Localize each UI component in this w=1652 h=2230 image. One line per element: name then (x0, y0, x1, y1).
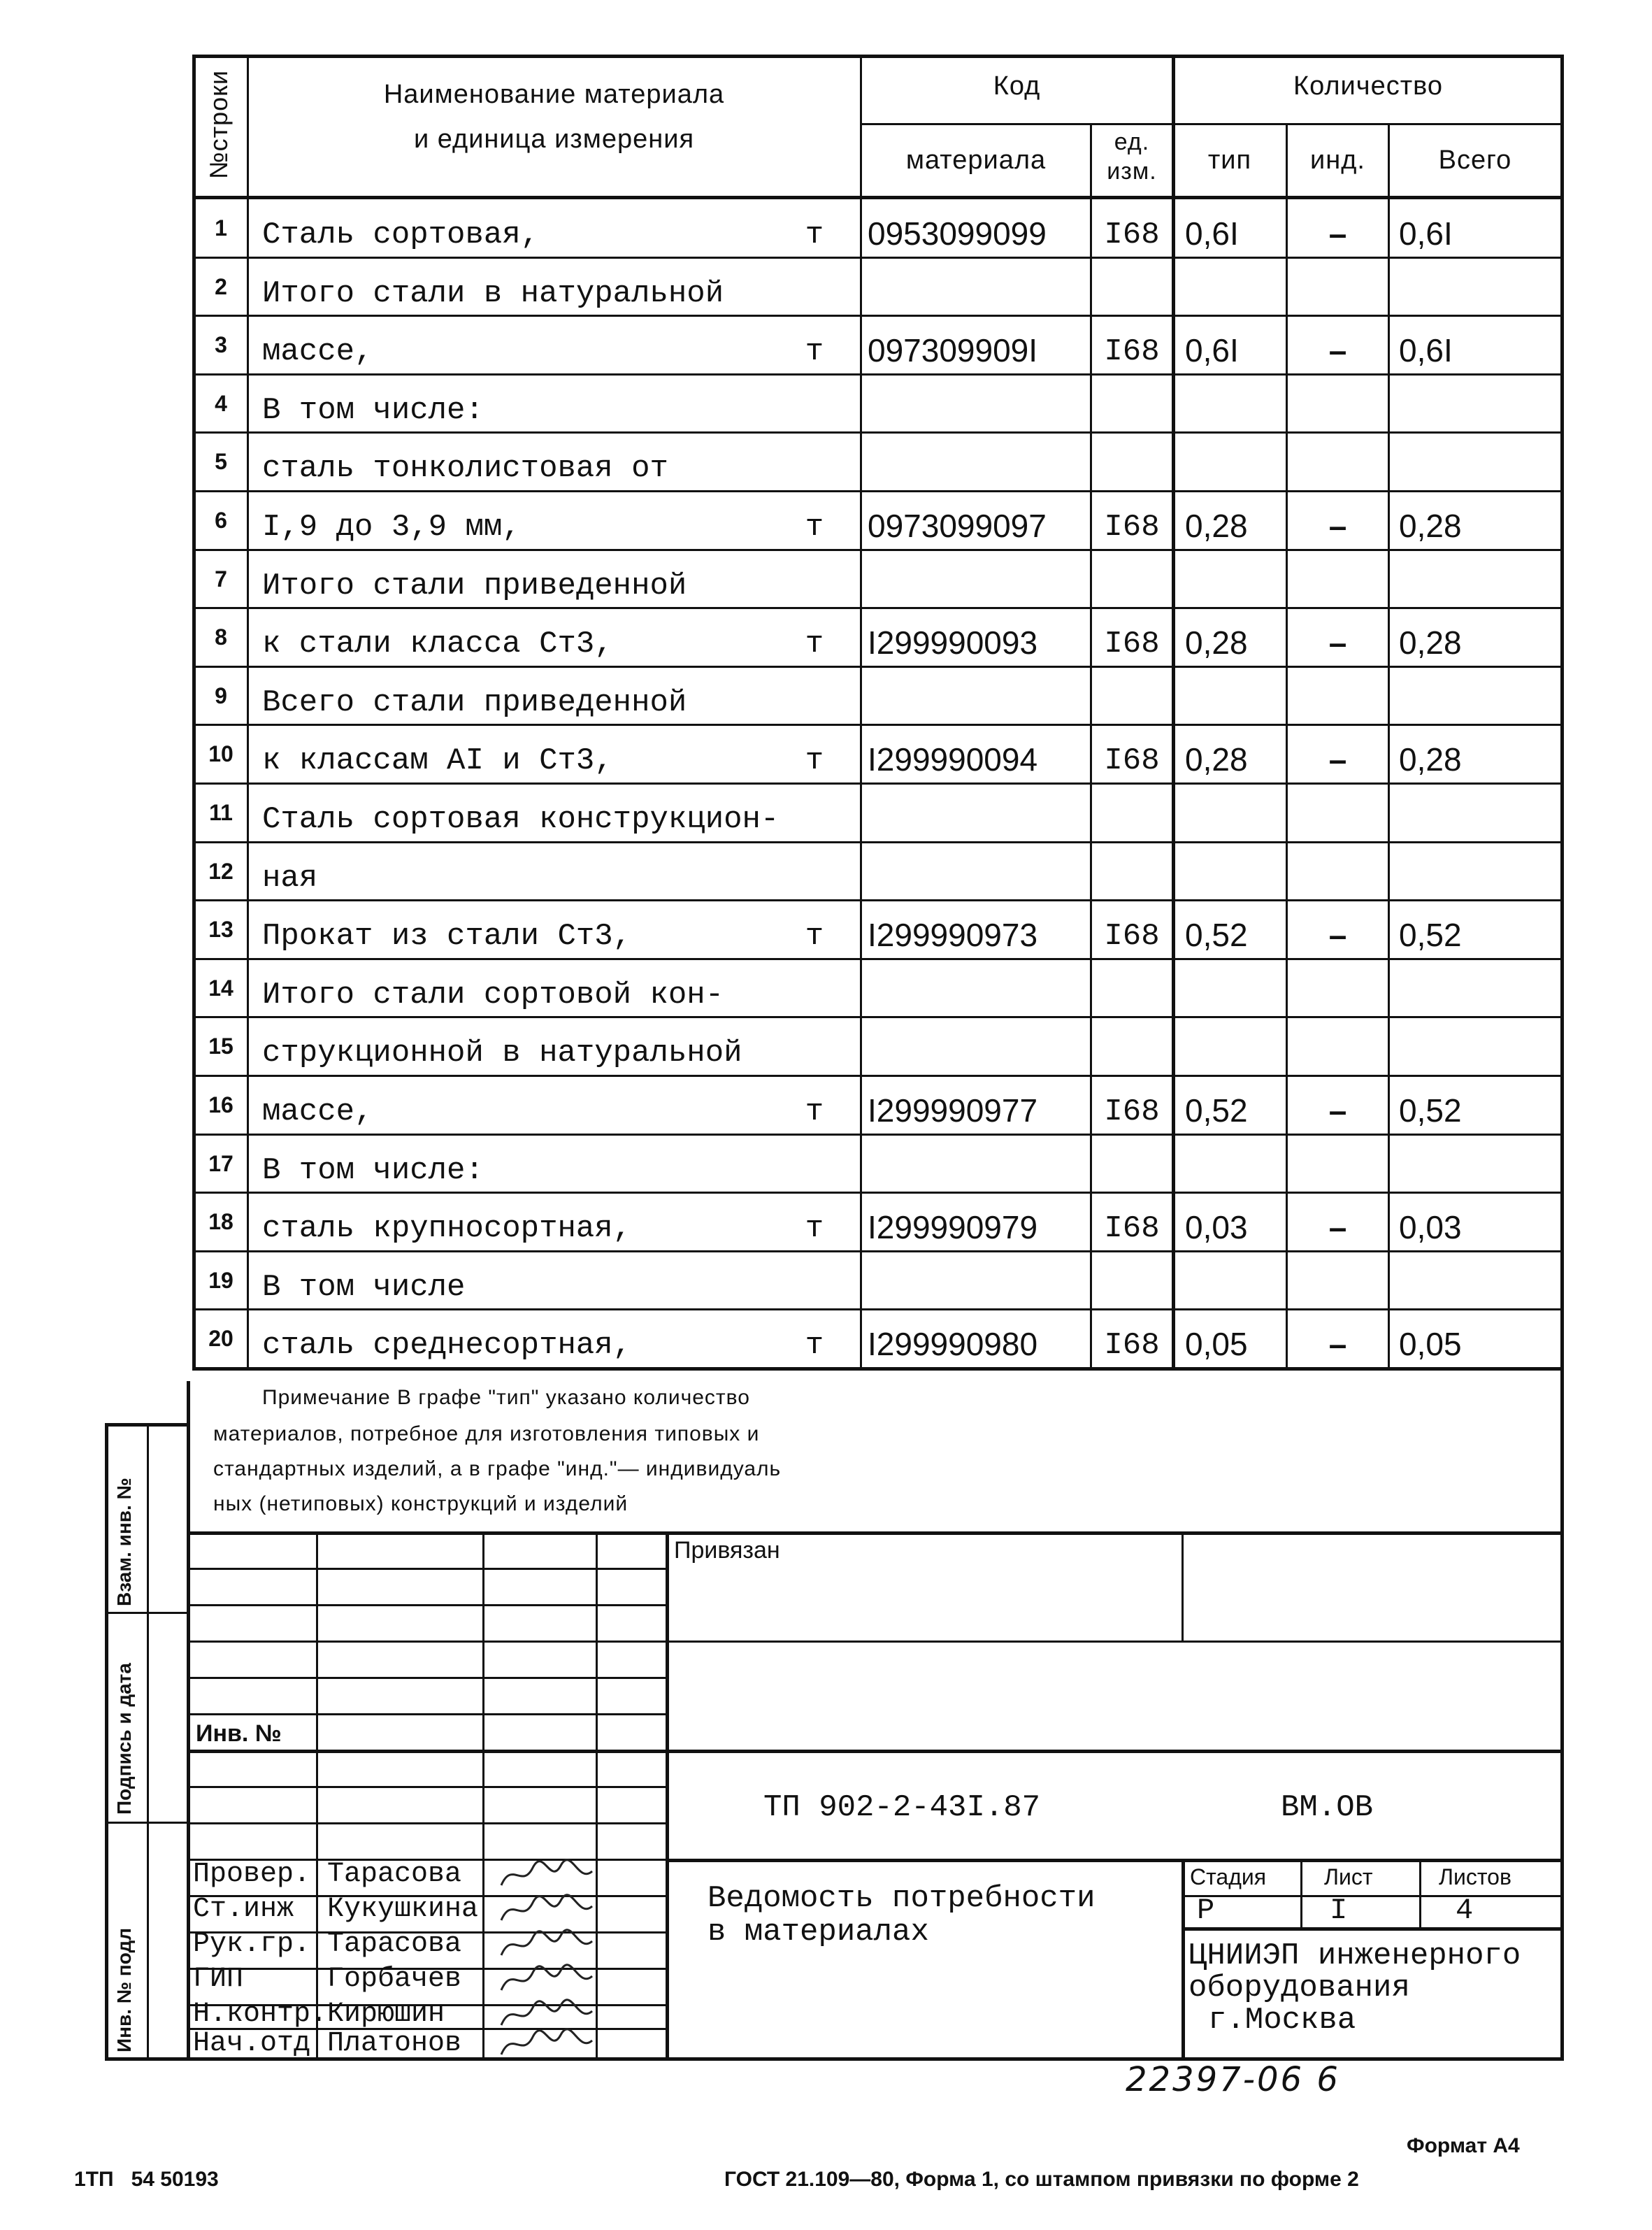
stamp-stage-bottom (1181, 1927, 1564, 1931)
side-strip-sep2 (105, 1822, 190, 1824)
material-code: I299990093 (868, 624, 1038, 661)
material-name: к классам AI и Ст3, (262, 743, 613, 778)
header-row-number: №строки (204, 70, 233, 180)
row-number: 4 (215, 391, 227, 416)
stamp-col3 (596, 1531, 598, 2061)
material-code: I299990977 (868, 1092, 1038, 1129)
stamp-row-5 (190, 1713, 666, 1715)
table-row (192, 549, 1564, 608)
handwritten-number: 22397-06 6 (1126, 2060, 1340, 2099)
left-code: 1ТП 54 50193 (74, 2168, 219, 2191)
format-label: Формат А4 (1407, 2134, 1520, 2157)
table-row (192, 198, 1564, 257)
header-name-line1: Наименование материала (383, 80, 725, 109)
table-border-top (192, 55, 1564, 58)
table-row (192, 373, 1564, 432)
signer-name: Тарасова (327, 1929, 462, 1960)
qty-ind: – (1328, 332, 1347, 369)
stamp-row-8 (190, 1822, 666, 1824)
signer-role: Провер. (193, 1859, 311, 1890)
signer-role: Ст.инж (193, 1894, 294, 1925)
material-code: 0973099097 (868, 508, 1047, 544)
side-strip (105, 1423, 190, 2061)
signer-name: Кирюшин (327, 1999, 445, 2030)
signer-role: ГИП (193, 1964, 244, 1995)
row-number: 15 (208, 1034, 234, 1059)
unit-code: I68 (1104, 627, 1160, 662)
stamp-sheet-divider (1300, 1859, 1302, 1929)
qty-total: 0,6I (1399, 215, 1453, 252)
stamp-privyazan-label: Привязан (674, 1537, 780, 1564)
signer-name: Тарасова (327, 1859, 462, 1890)
note-line-2: материалов, потребное для изготовления типовых и (213, 1422, 760, 1445)
row-number: 14 (208, 975, 234, 1001)
header-name-line2: и единица измерения (413, 124, 695, 154)
stamp-org-line2: оборудования (1188, 1971, 1410, 2006)
qty-ind: – (1328, 624, 1347, 661)
qty-type: 0,52 (1185, 917, 1248, 953)
signer-name: Горбачев (327, 1964, 462, 1995)
table-row (192, 257, 1564, 315)
side-strip-mid (147, 1423, 149, 2061)
row-number: 17 (208, 1151, 234, 1176)
signature-scribble (498, 1927, 596, 1964)
row-number: 13 (208, 917, 234, 942)
material-name: массе, (262, 1094, 373, 1129)
material-name: Сталь сортовая конструкцион- (262, 802, 780, 837)
table-row (192, 1192, 1564, 1250)
stamp-code-bottom (666, 1859, 1564, 1862)
note-border-right (1560, 1371, 1564, 1533)
qty-ind: – (1328, 215, 1347, 252)
stamp-col1 (316, 1531, 318, 2061)
side-label-vzam: Взам. инв. № (113, 1478, 135, 1606)
stamp-sheet-value: I (1330, 1894, 1348, 1927)
header-mid-line (860, 123, 1564, 125)
material-name: сталь тонколистовая от (262, 451, 668, 486)
material-name: сталь крупносортная, (262, 1211, 632, 1246)
qty-total: 0,03 (1399, 1209, 1462, 1245)
material-code: I299990979 (868, 1209, 1038, 1245)
qty-type: 0,28 (1185, 741, 1248, 778)
signer-role: Рук.гр. (193, 1929, 311, 1960)
material-name: Всего стали приведенной (262, 685, 687, 720)
qty-type: 0,28 (1185, 624, 1248, 661)
note-block (192, 1371, 1564, 1533)
material-name: ная (262, 861, 318, 896)
stamp-sheets-divider (1419, 1859, 1421, 1929)
material-name: Итого стали в натуральной (262, 276, 724, 311)
table-row (192, 1250, 1564, 1309)
qty-ind: – (1328, 508, 1347, 544)
unit-of-measure: т (805, 919, 824, 954)
stamp-doc-mark: ВМ.ОВ (1281, 1790, 1374, 1825)
qty-type: 0,05 (1185, 1326, 1248, 1362)
row-number: 2 (215, 274, 227, 299)
material-name: к стали класса Ст3, (262, 627, 613, 662)
row-number: 9 (215, 683, 227, 708)
table-row (192, 490, 1564, 549)
signature-scribble (498, 1857, 596, 1894)
stamp-title-line1: Ведомость потребности (708, 1881, 1096, 1916)
header-total: Всего (1438, 145, 1512, 175)
material-name: струкционной в натуральной (262, 1036, 742, 1071)
side-strip-left (105, 1423, 108, 2061)
row-number: 19 (208, 1268, 234, 1293)
unit-code: I68 (1104, 1211, 1160, 1246)
signer-name: Платонов (327, 2028, 462, 2059)
stamp-row-4 (190, 1677, 666, 1679)
material-name: В том числе (262, 1270, 466, 1305)
material-name: массе, (262, 334, 373, 369)
unit-code: I68 (1104, 217, 1160, 252)
row-number: 7 (215, 566, 227, 592)
stamp-stage-label: Стадия (1190, 1864, 1267, 1889)
material-code: I299990094 (868, 741, 1038, 778)
qty-total: 0,28 (1399, 508, 1462, 544)
header-ind: инд. (1310, 145, 1365, 175)
row-number: 20 (208, 1326, 234, 1351)
stamp-title-divider (1181, 1859, 1185, 2061)
signature-scribble (498, 1962, 596, 1999)
stamp-stage-line (1181, 1895, 1564, 1897)
header-unit: ед. изм. (1107, 129, 1157, 185)
header-quantity: Количество (1293, 71, 1444, 101)
row-number: 10 (208, 741, 234, 766)
unit-of-measure: т (805, 743, 824, 778)
stamp-stage-value: Р (1197, 1894, 1215, 1927)
material-code: 097309909I (868, 332, 1038, 369)
qty-ind: – (1328, 917, 1347, 953)
side-label-inv-podl: Инв. № подл (113, 1927, 135, 2052)
stamp-org-line1: ЦНИИЭП инженерного (1188, 1938, 1521, 1973)
stamp-privyazan-divider (1181, 1531, 1184, 1641)
unit-of-measure: т (805, 334, 824, 369)
table-row (192, 841, 1564, 900)
stamp-sheets-label: Листов (1439, 1864, 1511, 1889)
unit-code: I68 (1104, 1328, 1160, 1363)
row-number: 1 (215, 215, 227, 241)
row-number: 11 (209, 800, 233, 825)
gost-footer: ГОСТ 21.109—80, Форма 1, со штампом привязки по форме 2 (724, 2168, 1359, 2191)
table-row (192, 1016, 1564, 1075)
unit-of-measure: т (805, 1094, 824, 1129)
stamp-row-2 (190, 1604, 666, 1606)
table-row (192, 315, 1564, 373)
stamp-right (1560, 1531, 1564, 2061)
stamp-org-line3: г.Москва (1208, 2003, 1356, 2038)
qty-type: 0,52 (1185, 1092, 1248, 1129)
stamp-inv-no-label: Инв. № (196, 1720, 282, 1747)
row-number: 16 (208, 1092, 234, 1117)
material-name: I,9 до 3,9 мм, (262, 510, 521, 545)
stamp-top (190, 1531, 1564, 1535)
note-line-3: стандартных изделий, а в графе "инд."— индивидуаль (213, 1457, 782, 1480)
material-code: 0953099099 (868, 215, 1047, 252)
table-row (192, 1134, 1564, 1192)
table-row (192, 1075, 1564, 1134)
table-row (192, 666, 1564, 724)
unit-code: I68 (1104, 510, 1160, 545)
stamp-sheet-label: Лист (1324, 1864, 1373, 1889)
side-label-podpis: Подпись и дата (113, 1663, 135, 1815)
header-type: тип (1207, 145, 1252, 175)
side-strip-top (105, 1423, 190, 1427)
table-row (192, 607, 1564, 666)
material-name: Прокат из стали Ст3, (262, 919, 632, 954)
row-number: 3 (215, 332, 227, 357)
header-material: материала (905, 145, 1047, 175)
unit-of-measure: т (805, 217, 824, 252)
material-name: Итого стали сортовой кон- (262, 978, 724, 1013)
row-number: 5 (215, 449, 227, 474)
table-row (192, 899, 1564, 958)
qty-ind: – (1328, 741, 1347, 778)
table-row (192, 724, 1564, 782)
stamp-col2 (482, 1531, 484, 2061)
qty-type: 0,28 (1185, 508, 1248, 544)
unit-code: I68 (1104, 334, 1160, 369)
qty-total: 0,28 (1399, 741, 1462, 778)
row-number: 18 (208, 1209, 234, 1234)
stamp-doc-code: ТП 902-2-43I.87 (763, 1790, 1041, 1825)
row-number: 8 (215, 624, 227, 650)
qty-total: 0,52 (1399, 917, 1462, 953)
stamp-sheets-value: 4 (1456, 1894, 1474, 1927)
material-name: Сталь сортовая, (262, 217, 540, 252)
qty-type: 0,6I (1185, 215, 1239, 252)
table-row (192, 958, 1564, 1017)
unit-code: I68 (1104, 743, 1160, 778)
material-name: Итого стали приведенной (262, 569, 687, 603)
signature-scribble (498, 1892, 596, 1929)
unit-of-measure: т (805, 1328, 824, 1363)
qty-total: 0,05 (1399, 1326, 1462, 1362)
signer-role: Нач.отд (193, 2028, 311, 2059)
qty-type: 0,6I (1185, 332, 1239, 369)
material-name: В том числе: (262, 393, 484, 428)
unit-of-measure: т (805, 1211, 824, 1246)
qty-type: 0,03 (1185, 1209, 1248, 1245)
header-code: Код (993, 71, 1041, 101)
stamp-row-3 (190, 1641, 1564, 1643)
side-strip-sep1 (105, 1612, 190, 1614)
materials-table (192, 55, 1564, 1371)
stamp-row-6 (190, 1750, 1564, 1753)
qty-ind: – (1328, 1209, 1347, 1245)
material-code: I299990973 (868, 917, 1038, 953)
unit-of-measure: т (805, 510, 824, 545)
signer-role: Н.контр. (193, 1999, 328, 2030)
qty-total: 0,52 (1399, 1092, 1462, 1129)
material-code: I299990980 (868, 1326, 1038, 1362)
side-strip-bottom (105, 2057, 190, 2061)
title-stamp (190, 1531, 1564, 2061)
row-number: 6 (215, 508, 227, 533)
note-line-1: Примечание В графе "тип" указано количество (262, 1386, 750, 1409)
note-line-4: ных (нетиповых) конструкций и изделий (213, 1492, 629, 1515)
stamp-row-1 (190, 1568, 666, 1570)
signature-scribble (498, 2027, 596, 2063)
stamp-col4 (666, 1531, 669, 2061)
unit-code: I68 (1104, 1094, 1160, 1129)
qty-total: 0,6I (1399, 332, 1453, 369)
table-row (192, 1308, 1564, 1367)
qty-ind: – (1328, 1092, 1347, 1129)
signer-name: Кукушкина (327, 1894, 479, 1925)
table-row (192, 782, 1564, 841)
qty-total: 0,28 (1399, 624, 1462, 661)
row-number: 12 (208, 859, 234, 884)
stamp-row-7 (190, 1786, 666, 1788)
table-row (192, 431, 1564, 490)
qty-ind: – (1328, 1326, 1347, 1362)
unit-code: I68 (1104, 919, 1160, 954)
material-name: сталь среднесортная, (262, 1328, 632, 1363)
stamp-title-line2: в материалах (708, 1915, 929, 1950)
unit-of-measure: т (805, 627, 824, 662)
material-name: В том числе: (262, 1153, 484, 1188)
